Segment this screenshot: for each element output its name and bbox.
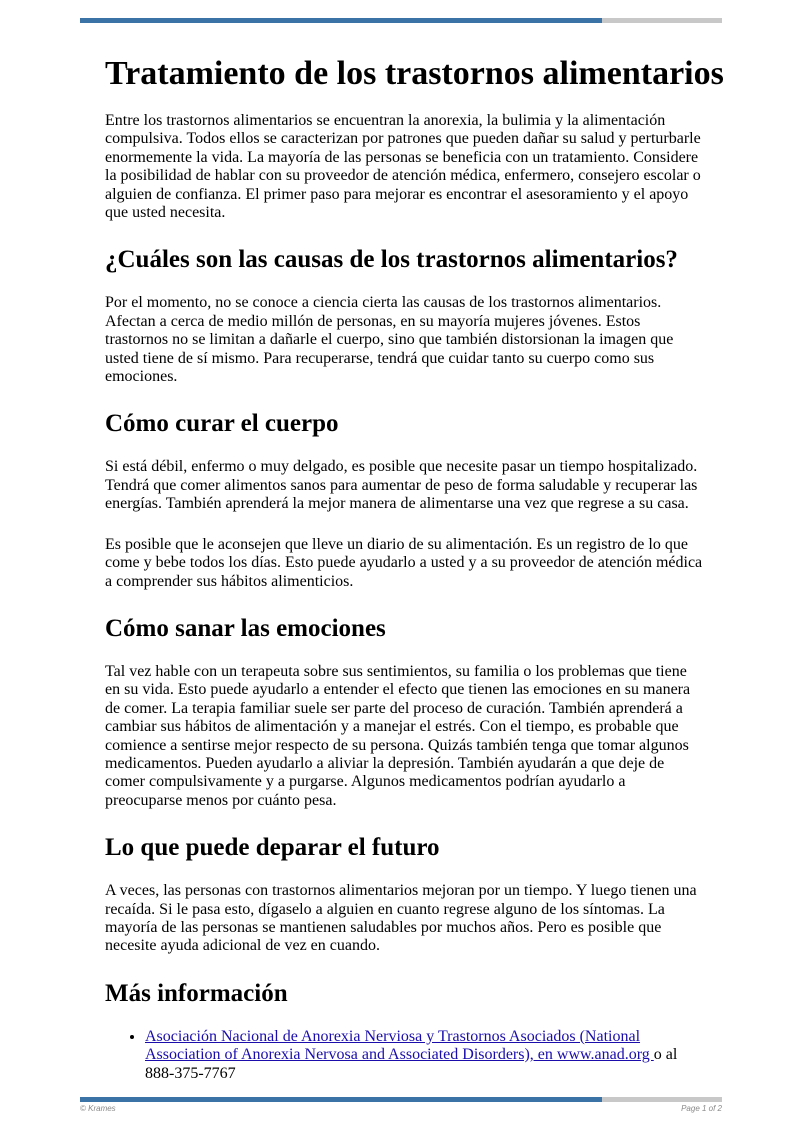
section-heading-body: Cómo curar el cuerpo [105, 410, 339, 438]
intro-paragraph: Entre los trastornos alimentarios se encuentran la anorexia, la bulimia y la alimentación compulsiva. Todos ellos se caracterizan por patrones que pueden dañar su salud y perturbarle enormemente la vida. La mayoría de las personas se beneficia con un tratamiento. Considere la posibilidad de hablar con su proveedor de atención médica, enfermero, consejero escolar o alguien de confianza. El primer paso para mejorar es encontrar el asesoramiento y el apoyo que usted necesita. [105, 112, 701, 222]
section-heading-emotions: Cómo sanar las emociones [105, 614, 386, 642]
more-info-list [105, 1028, 705, 1083]
footer-page-number: Page 1 of 2 [681, 1104, 722, 1113]
section-heading-future: Lo que puede deparar el futuro [105, 834, 440, 862]
more-info-heading: Más información [105, 979, 288, 1007]
bottom-rule [80, 1097, 722, 1102]
section-paragraph-body-2: Es posible que le aconsejen que lleve un diario de su alimentación. Es un registro de lo que come y bebe todos los días. Esto puede ayudarlo a usted y a su proveedor de atención médica a comprender sus hábitos alimenticios. [105, 535, 703, 590]
section-heading-causes: ¿Cuáles son las causas de los trastornos alimentarios? [105, 246, 678, 274]
list-item [145, 1028, 705, 1083]
section-paragraph-causes: Por el momento, no se conoce a ciencia cierta las causas de los trastornos alimentarios. Afectan a cerca de medio millón de personas, en su mayoría mujeres jóvenes. Estos trastornos no se limitan a dañarle el cuerpo, sino que también distorsionan la imagen que usted tiene de sí mismo. Para recuperarse, tendrá que cuidar tanto su cuerpo como sus emociones. [105, 294, 674, 386]
bottom-rule-accent [80, 1097, 602, 1102]
phone-text: o al 888-375-7767 [145, 1046, 678, 1082]
section-paragraph-future: A veces, las personas con trastornos alimentarios mejoran por un tiempo. Y luego tienen una recaída. Si le pasa esto, dígaselo a alguien en cuanto regrese alguno de los síntomas. La mayoría de las personas se mantienen saludables por muchos años. Pero es posible que necesite ayuda adicional de vez en cuando. [105, 882, 697, 955]
page-title: Tratamiento de los trastornos alimentarios [105, 55, 724, 92]
top-rule [80, 18, 722, 23]
anad-link[interactable]: Asociación Nacional de Anorexia Nerviosa y Trastornos Asociados (National Association of Anorexia Nervosa and Associated Disorders), en www.anad.org [145, 1027, 654, 1064]
top-rule-accent [80, 18, 602, 23]
section-paragraph-emotions: Tal vez hable con un terapeuta sobre sus sentimientos, su familia o los problemas que tiene en su vida. Esto puede ayudarlo a entender el efecto que tienen las emociones en su manera de comer. La terapia familiar suele ser parte del proceso de curación. También aprenderá a cambiar sus hábitos de alimentación y a manejar el estrés. Con el tiempo, es probable que comience a sentirse mejor respecto de su persona. Quizás también tenga que tomar algunos medicamentos. Pueden ayudarlo a aliviar la depresión. También ayudarán a que deje de comer compulsivamente y a purgarse. Algunos medicamentos podrían ayudarlo a preocuparse menos por cuánto pesa. [105, 662, 691, 809]
footer-copyright: © Krames [80, 1104, 116, 1113]
document-body [105, 52, 724, 1083]
section-paragraph-body-1: Si está débil, enfermo o muy delgado, es posible que necesite pasar un tiempo hospitalizado. Tendrá que comer alimentos sanos para aumentar de peso de forma saludable y recuperar las energías. También aprenderá la mejor manera de alimentarse una vez que regrese a su casa. [105, 458, 698, 513]
